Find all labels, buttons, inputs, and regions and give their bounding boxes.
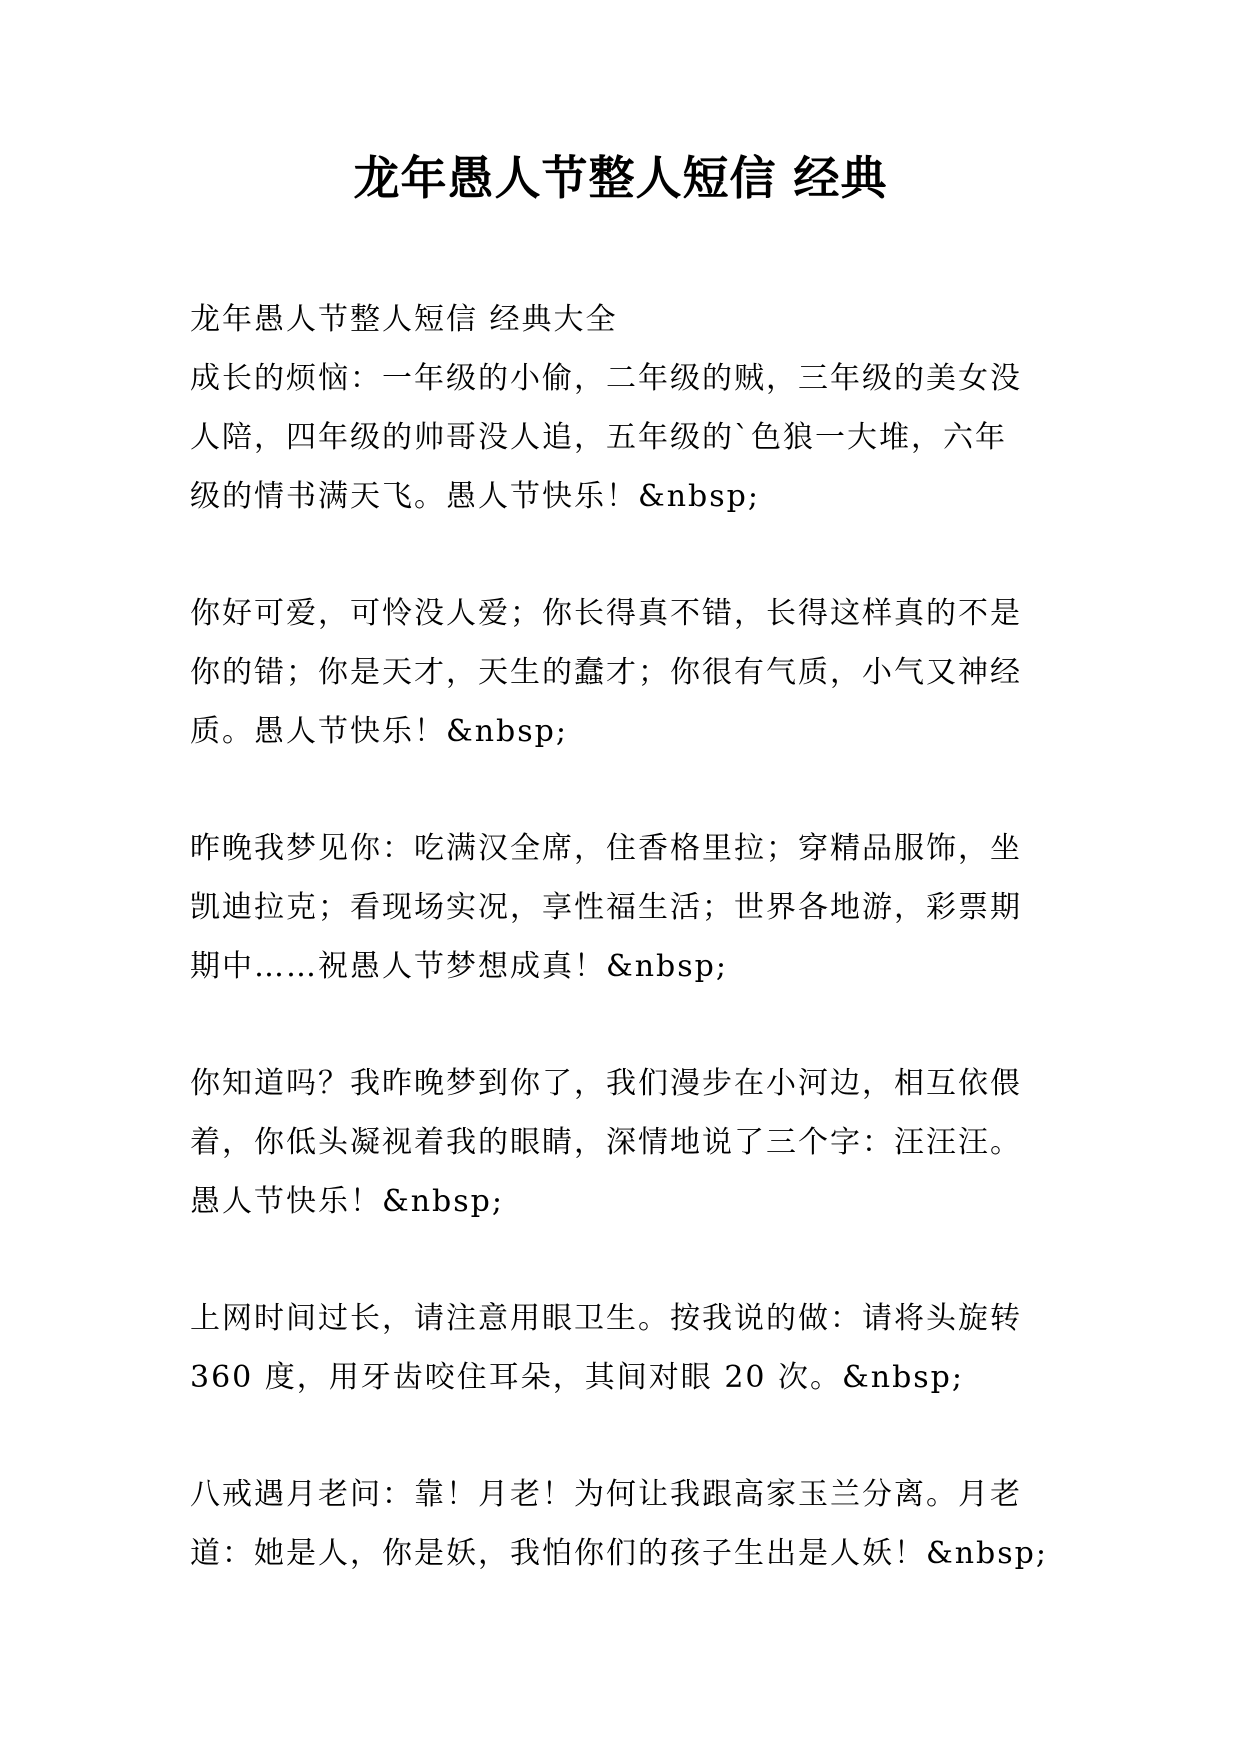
paragraph-gap bbox=[190, 1231, 1070, 1289]
paragraph-4 bbox=[190, 1054, 1070, 1231]
paragraph-5 bbox=[190, 1289, 1070, 1407]
paragraph-line: 上网时间过长，请注意用眼卫生。按我说的做：请将头旋转 bbox=[190, 1301, 1022, 1336]
paragraph-line: 道：她是人，你是妖，我怕你们的孩子生出是人妖！&nbsp; bbox=[190, 1536, 1048, 1571]
document-body bbox=[190, 290, 1070, 1583]
paragraph-line: 昨晚我梦见你：吃满汉全席，住香格里拉；穿精品服饰，坐 bbox=[190, 831, 1022, 866]
paragraph-6 bbox=[190, 1465, 1070, 1583]
paragraph-line: 人陪，四年级的帅哥没人追，五年级的`色狼一大堆，六年 bbox=[190, 420, 1007, 455]
paragraph-gap bbox=[190, 761, 1070, 819]
paragraph-line: 成长的烦恼：一年级的小偷，二年级的贼，三年级的美女没 bbox=[190, 361, 1022, 396]
paragraph-line: 你知道吗？我昨晚梦到你了，我们漫步在小河边，相互依偎 bbox=[190, 1066, 1022, 1101]
document-subtitle: 龙年愚人节整人短信 经典大全 bbox=[190, 302, 618, 337]
paragraph-line: 你好可爱，可怜没人爱；你长得真不错，长得这样真的不是 bbox=[190, 596, 1022, 631]
paragraph-line: 八戒遇月老问：靠！月老！为何让我跟高家玉兰分离。月老 bbox=[190, 1477, 1022, 1512]
paragraph-line: 着，你低头凝视着我的眼睛，深情地说了三个字：汪汪汪。 bbox=[190, 1125, 1022, 1160]
paragraph-1 bbox=[190, 349, 1070, 526]
document-title: 龙年愚人节整人短信 经典 bbox=[353, 151, 888, 205]
paragraph-line: 360 度，用牙齿咬住耳朵，其间对眼 20 次。&nbsp; bbox=[190, 1360, 964, 1395]
paragraph-2 bbox=[190, 584, 1070, 761]
paragraph-gap bbox=[190, 1407, 1070, 1465]
paragraph-line: 期中……祝愚人节梦想成真！&nbsp; bbox=[190, 949, 728, 984]
paragraph-3 bbox=[190, 819, 1070, 996]
paragraph-gap bbox=[190, 526, 1070, 584]
paragraph-line: 愚人节快乐！&nbsp; bbox=[190, 1184, 504, 1219]
paragraph-line: 凯迪拉克；看现场实况，享性福生活；世界各地游，彩票期 bbox=[190, 890, 1022, 925]
paragraph-line: 质。愚人节快乐！&nbsp; bbox=[190, 714, 568, 749]
paragraph-gap bbox=[190, 996, 1070, 1054]
paragraph-line: 你的错；你是天才，天生的蠢才；你很有气质，小气又神经 bbox=[190, 655, 1022, 690]
paragraph-line: 级的情书满天飞。愚人节快乐！&nbsp; bbox=[190, 479, 760, 514]
